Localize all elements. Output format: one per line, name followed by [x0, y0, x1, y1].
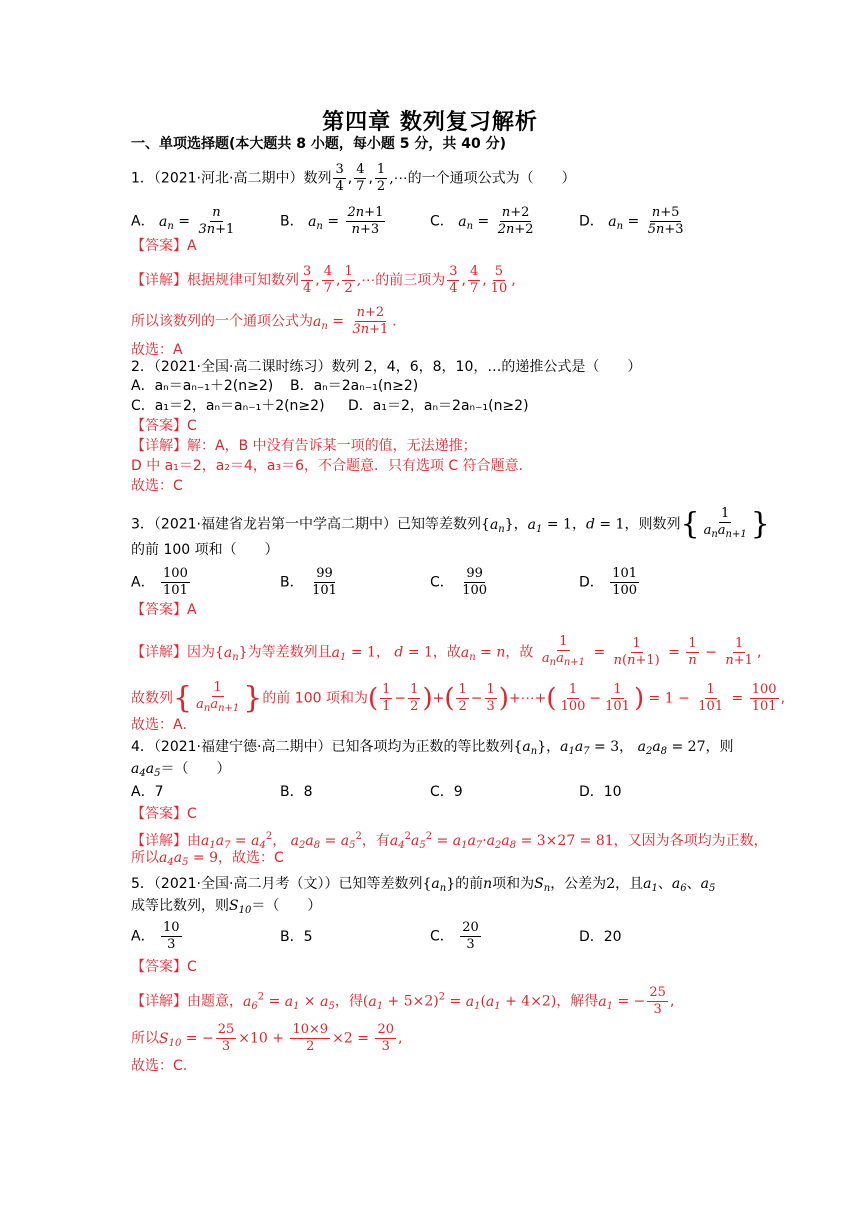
q3-answer: 【答案】A: [131, 602, 197, 618]
q1-stem-text: 的一个通项公式为（ ）: [407, 170, 576, 187]
q3-option-a[interactable]: A． $\frac{100}{101}$: [131, 566, 188, 598]
q5-option-d[interactable]: D．20: [579, 929, 622, 945]
q5-stem-2: 成等比数列，则$S_{10}=$（ ）: [131, 898, 322, 916]
q5-detail: 【详解】由题意，$a_6^2 = a_1 \times a_5$，得$(a_1 + 5\times 2)^2 = a_1(a_1 + 4\times 2)$，解得$a_1$ = − $\frac{25}{3}$ ,: [131, 985, 675, 1017]
q4-stem-2: $a_4a_5=$（ ）: [131, 761, 231, 779]
q4-option-a[interactable]: A．7: [131, 784, 164, 800]
q4-option-b[interactable]: B．8: [280, 784, 313, 800]
section-header: 一、单项选择题(本大题共 8 小题，每小题 5 分，共 40 分): [131, 136, 507, 152]
q1-number: 1．: [131, 170, 154, 187]
q1-conclusion: 故选：A: [131, 342, 183, 358]
q1-detail-formula: 所以该数列的一个通项公式为$a_n$ = $\frac{n+2}{3n+1}$ .: [131, 305, 397, 337]
q2-conclusion: 故选：C: [131, 478, 183, 494]
q1-option-a[interactable]: A． $a_n$ = $\frac{n}{3n+1}$: [131, 205, 235, 237]
q2-option-a[interactable]: A．aₙ＝aₙ₋₁＋2(n≥2): [131, 378, 274, 394]
q2-option-c[interactable]: C．a₁＝2，aₙ＝aₙ₋₁＋2(n≥2): [131, 398, 325, 414]
q4-detail: 【详解】由$a_1a_7 = a_4^2$， $a_2a_8 = a_5^2$，有$a_4^2a_5^2 = a_1a_7\cdot a_2a_8 = 3\times 27 = 81$，又因为各项均为正数，: [131, 831, 768, 851]
q3-option-b[interactable]: B． $\frac{99}{101}$: [280, 566, 337, 598]
q1-option-c[interactable]: C． $a_n$ = $\frac{n+2}{2n+2}$: [430, 205, 534, 237]
q1-option-b[interactable]: B． $a_n$ = $\frac{2n+1}{n+3}$: [280, 205, 384, 237]
q3-stem-2: 的前 100 项和（ ）: [131, 542, 279, 558]
q1-detail: 【详解】根据规律可知数列 $\frac{3}{4}$ , $\frac{4}{7}$ , $\frac{1}{2}$ ,⋯的前三项为 $\frac{3}{4}$ , $\frac{4}{7}$ , $\frac{5}{10}$ ,: [131, 264, 516, 296]
q1-stem: 1．（2021·河北·高二期中）数列 $\frac{3}{4}$ , $\frac{4}{7}$ , $\frac{1}{2}$ ,⋯的一个通项公式为（ ）: [131, 162, 576, 194]
q3-option-c[interactable]: C． $\frac{99}{100}$: [430, 566, 488, 598]
q2-option-b[interactable]: B．aₙ＝2aₙ₋₁(n≥2): [290, 378, 419, 394]
q1-answer: 【答案】A: [131, 238, 197, 254]
q2-stem: 2．（2021·全国·高二课时练习）数列 2，4，6，8，10，…的递推公式是（ ）: [131, 359, 642, 375]
q5-option-a[interactable]: A． $\frac{10}{3}$: [131, 920, 180, 952]
q2-detail-2: D 中 a₁＝2，a₂＝4，a₃＝6，不合题意．只有选项 C 符合题意．: [131, 458, 533, 474]
q5-conclusion: 故选：C.: [131, 1058, 188, 1074]
q5-answer: 【答案】C: [131, 959, 197, 975]
q3-stem: 3．（2021·福建省龙岩第一中学高二期中）已知等差数列$\{a_n\}$，$a_1 = 1$，d = 1，则数列{ $\frac{1}{a_na_{n+1}}$ }: [131, 506, 770, 542]
q1-stem-text: 数列: [303, 170, 332, 187]
q3-option-d[interactable]: D． $\frac{101}{100}$: [579, 566, 638, 598]
q3-detail: 【详解】因为$\{a_n\}$为等差数列且$a_1 = 1$， d = 1，故$a_n = n$，故 $\frac{1}{a_na_{n+1}}$ = $\frac{1}{n(n+1)}$ = $\frac{1}{n}$ − $\frac{1}{n+1}$ ,: [131, 634, 762, 668]
q3-conclusion: 故选：A.: [131, 717, 187, 733]
q2-answer: 【答案】C: [131, 418, 197, 434]
q5-option-c[interactable]: C． $\frac{20}{3}$: [430, 920, 479, 952]
q4-option-c[interactable]: C．9: [430, 784, 463, 800]
q5-detail-sum: 所以$S_{10}$ = − $\frac{25}{3}$ ×10 + $\frac{10\times 9}{2}$ ×2 = $\frac{20}{3}$ ,: [131, 1022, 403, 1054]
q4-detail-2: 所以$a_4a_5 = 9$，故选：C: [131, 850, 284, 868]
q4-stem: 4．（2021·福建宁德·高二期中）已知各项均为正数的等比数列$\{a_n\}$，$a_1a_7 = 3$， $a_2a_8 = 27$，则: [131, 739, 734, 757]
q1-fraction: $\frac{3}{4}$: [335, 162, 344, 194]
q4-option-d[interactable]: D．10: [579, 784, 622, 800]
q2-option-d[interactable]: D．a₁＝2，aₙ＝2aₙ₋₁(n≥2): [348, 398, 529, 414]
q1-fraction: $\frac{4}{7}$: [356, 162, 365, 194]
q3-detail-sum: 故数列{ $\frac{1}{a_na_{n+1}}$ }的前 100 项和为( $\frac{1}{1}$ − $\frac{1}{2}$ )+( $\frac{1}{2}$ − $\frac{1}{3}$ )+⋯+( $\frac{1}{100}$ − $\frac{1}{101}$ ) = 1 − $\frac{1}{101}$ = $\frac{100}{101}$ ,: [131, 680, 786, 716]
q5-option-b[interactable]: B．5: [280, 929, 313, 945]
page-title: 第四章 数列复习解析: [322, 110, 538, 135]
q1-option-d[interactable]: D． $a_n$ = $\frac{n+5}{5n+3}$: [579, 205, 684, 237]
q5-stem: 5．（2021·全国·高二月考（文））已知等差数列$\{a_n\}$的前n项和为$S_n$，公差为2，且$a_1$、$a_6$、$a_5$: [131, 876, 716, 894]
q4-answer: 【答案】C: [131, 806, 197, 822]
q1-fraction: $\frac{1}{2}$: [376, 162, 386, 194]
q2-detail: 【详解】解：A，B 中没有告诉某一项的值，无法递推；: [131, 438, 477, 454]
q1-source: （2021·河北·高二期中）: [153, 170, 304, 187]
